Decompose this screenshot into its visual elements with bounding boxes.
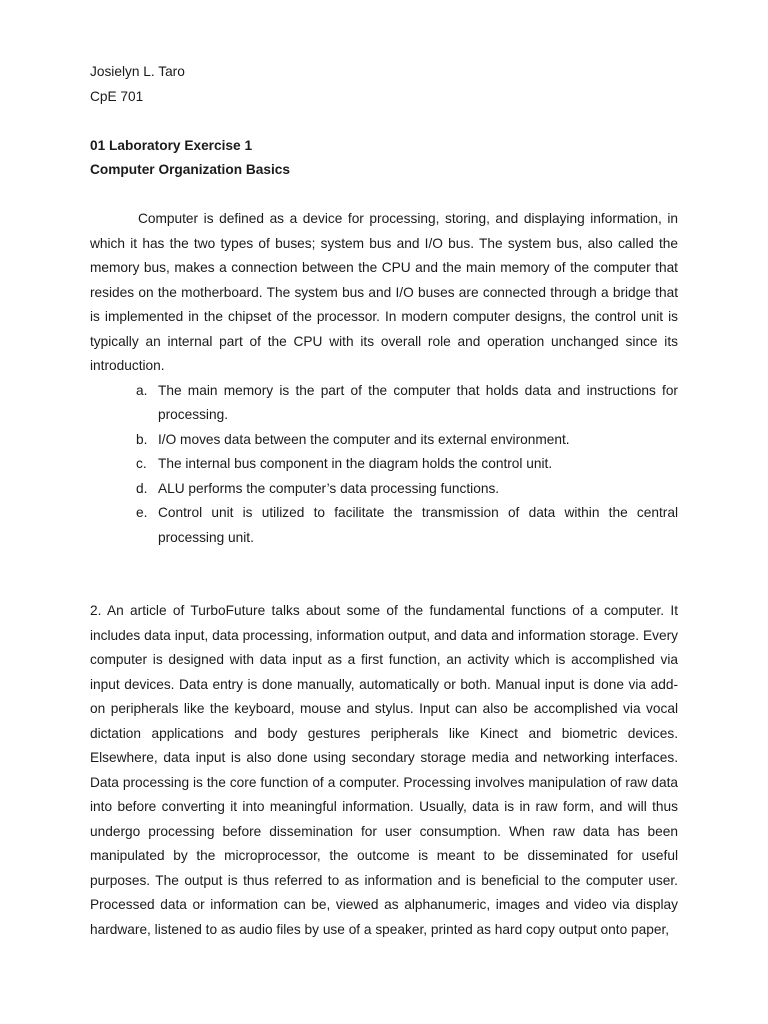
exercise-subtitle: Computer Organization Basics [90,162,291,177]
course-code: CpE 701 [90,88,144,104]
answer-list [90,379,678,551]
list-item [136,379,678,428]
list-item-text: The main memory is the part of the computer that holds data and instructions for processing. [158,382,678,422]
list-item-text: ALU performs the computer’s data processing functions. [158,480,500,496]
list-marker: a. [136,382,148,398]
list-marker: d. [136,480,148,496]
list-marker: c. [136,456,147,471]
list-marker: e. [136,505,148,520]
list-item [136,428,678,453]
spacer [90,550,678,599]
spacer [90,183,678,208]
list-item [136,477,678,502]
exercise-title: 01 Laboratory Exercise 1 [90,137,253,153]
list-marker: b. [136,431,148,447]
list-item [136,452,678,477]
section-2-paragraph: 2. An article of TurboFuture talks about some of the fundamental functions of a computer. It includes data input, data processing, information output, and data and information storage. Every computer is designed with data input as a first function, an activity which is accomplished via input devices. Data entry is done manually, automatically or both. Manual input is done via add-on peripherals like the keyboard, mouse and stylus. Input can also be accomplished via vocal dictation applications and body gestures peripherals like Kinect and biometric devices. Elsewhere, data input is also done using secondary storage media and networking interfaces. Data processing is the core function of a computer. Processing involves manipulation of raw data into before converting it into meaningful information. Usually, data is in raw form, and will thus undergo processing before dissemination for user consumption. When raw data has been manipulated by the microprocessor, the outcome is meant to be disseminated for useful purposes. The output is thus referred to as information and is beneficial to the computer user. Processed data or information can be, viewed as alphanumeric, images and video via display hardware, listened to as audio files by use of a speaker, printed as hard copy output onto paper, [90,603,678,937]
list-item-text: I/O moves data between the computer and its external environment. [158,431,570,447]
intro-paragraph: Computer is defined as a device for processing, storing, and displaying information, in which it has the two types of buses; system bus and I/O bus. The system bus, also called the memory bus, makes a connection between the CPU and the main memory of the computer that resides on the motherboard. The system bus and I/O buses are connected through a bridge that is implemented in the chipset of the processor. In modern computer designs, the control unit is typically an internal part of the CPU with its overall role and operation unchanged since its introduction. [90,211,678,373]
spacer [90,109,678,134]
list-item-text: Control unit is utilized to facilitate the transmission of data within the central processing unit. [158,505,678,545]
author-name: Josielyn L. Taro [90,64,185,79]
list-item [136,501,678,550]
list-item-text: The internal bus component in the diagram holds the control unit. [158,456,553,471]
document-page [90,60,678,942]
